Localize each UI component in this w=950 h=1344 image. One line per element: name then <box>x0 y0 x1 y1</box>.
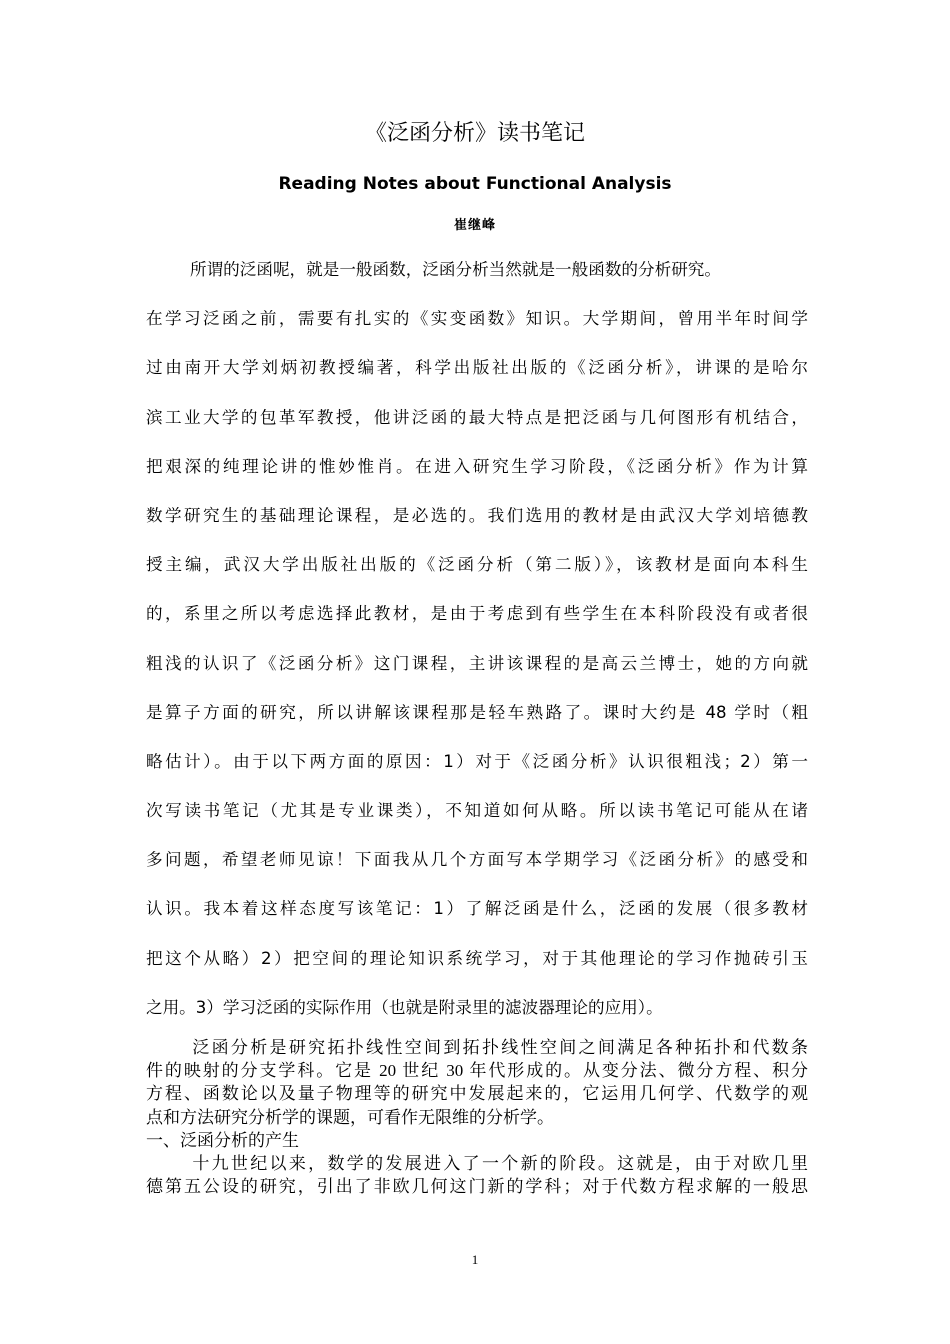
document-title: 《泛函分析》读书笔记 <box>364 121 585 146</box>
body-line: 方程、函数论以及量子物理等的研究中发展起来的，它运用几何学、代数学的观 <box>146 1084 808 1104</box>
intro-line: 把这个从略）2）把空间的理论知识系统学习，对于其他理论的学习作抛砖引玉 <box>146 948 808 968</box>
intro-line: 滨工业大学的包革军教授，他讲泛函的最大特点是把泛函与几何图形有机结合， <box>146 407 808 427</box>
body-line: 件的映射的分支学科。它是 20 世纪 30 年代形成的。从变分法、微分方程、积分 <box>146 1061 808 1081</box>
intro-line: 数学研究生的基础理论课程，是必选的。我们选用的教材是由武汉大学刘培德教 <box>146 505 808 525</box>
intro-line: 所谓的泛函呢，就是一般函数，泛函分析当然就是一般函数的分析研究。 <box>190 260 721 279</box>
intro-line: 次写读书笔记（尤其是专业课类），不知道如何从略。所以读书笔记可能从在诸 <box>146 801 808 821</box>
intro-line: 过由南开大学刘炳初教授编著，科学出版社出版的《泛函分析》，讲课的是哈尔 <box>146 358 808 378</box>
body-line: 十九世纪以来，数学的发展进入了一个新的阶段。这就是，由于对欧几里 <box>190 1153 808 1173</box>
body-section <box>146 1036 808 1198</box>
intro-line: 略估计）。由于以下两方面的原因：1）对于《泛函分析》认识很粗浅；2）第一 <box>146 751 808 771</box>
page-number: 1 <box>471 1252 479 1267</box>
author-name: 崔继峰 <box>453 218 496 233</box>
intro-line: 授主编，武汉大学出版社出版的《泛函分析（第二版）》，该教材是面向本科生 <box>146 555 808 575</box>
intro-line: 认识。我本着这样态度写该笔记：1）了解泛函是什么，泛函的发展（很多教材 <box>146 899 808 919</box>
body-line: 点和方法研究分析学的课题，可看作无限维的分析学。 <box>146 1107 554 1127</box>
section-heading: 一、泛函分析的产生 <box>146 1130 299 1150</box>
intro-paragraph <box>146 250 808 1037</box>
document-subtitle: Reading Notes about Functional Analysis <box>278 174 672 194</box>
body-line: 德第五公设的研究，引出了非欧几何这门新的学科；对于代数方程求解的一般思 <box>146 1177 808 1197</box>
intro-line: 的，系里之所以考虑选择此教材，是由于考虑到有些学生在本科阶段没有或者很 <box>146 604 808 624</box>
intro-line: 粗浅的认识了《泛函分析》这门课程，主讲该课程的是高云兰博士，她的方向就 <box>146 653 808 673</box>
intro-line: 在学习泛函之前，需要有扎实的《实变函数》知识。大学期间，曾用半年时间学 <box>146 309 808 329</box>
intro-line: 把艰深的纯理论讲的惟妙惟肖。在进入研究生学习阶段，《泛函分析》作为计算 <box>146 456 808 476</box>
intro-line: 多问题，希望老师见谅！下面我从几个方面写本学期学习《泛函分析》的感受和 <box>146 850 808 870</box>
body-line: 泛函分析是研究拓扑线性空间到拓扑线性空间之间满足各种拓扑和代数条 <box>190 1038 808 1057</box>
intro-line: 是算子方面的研究，所以讲解该课程那是轻车熟路了。课时大约是 48 学时（粗 <box>146 702 808 722</box>
intro-line: 之用。3）学习泛函的实际作用（也就是附录里的滤波器理论的应用）。 <box>146 997 663 1017</box>
